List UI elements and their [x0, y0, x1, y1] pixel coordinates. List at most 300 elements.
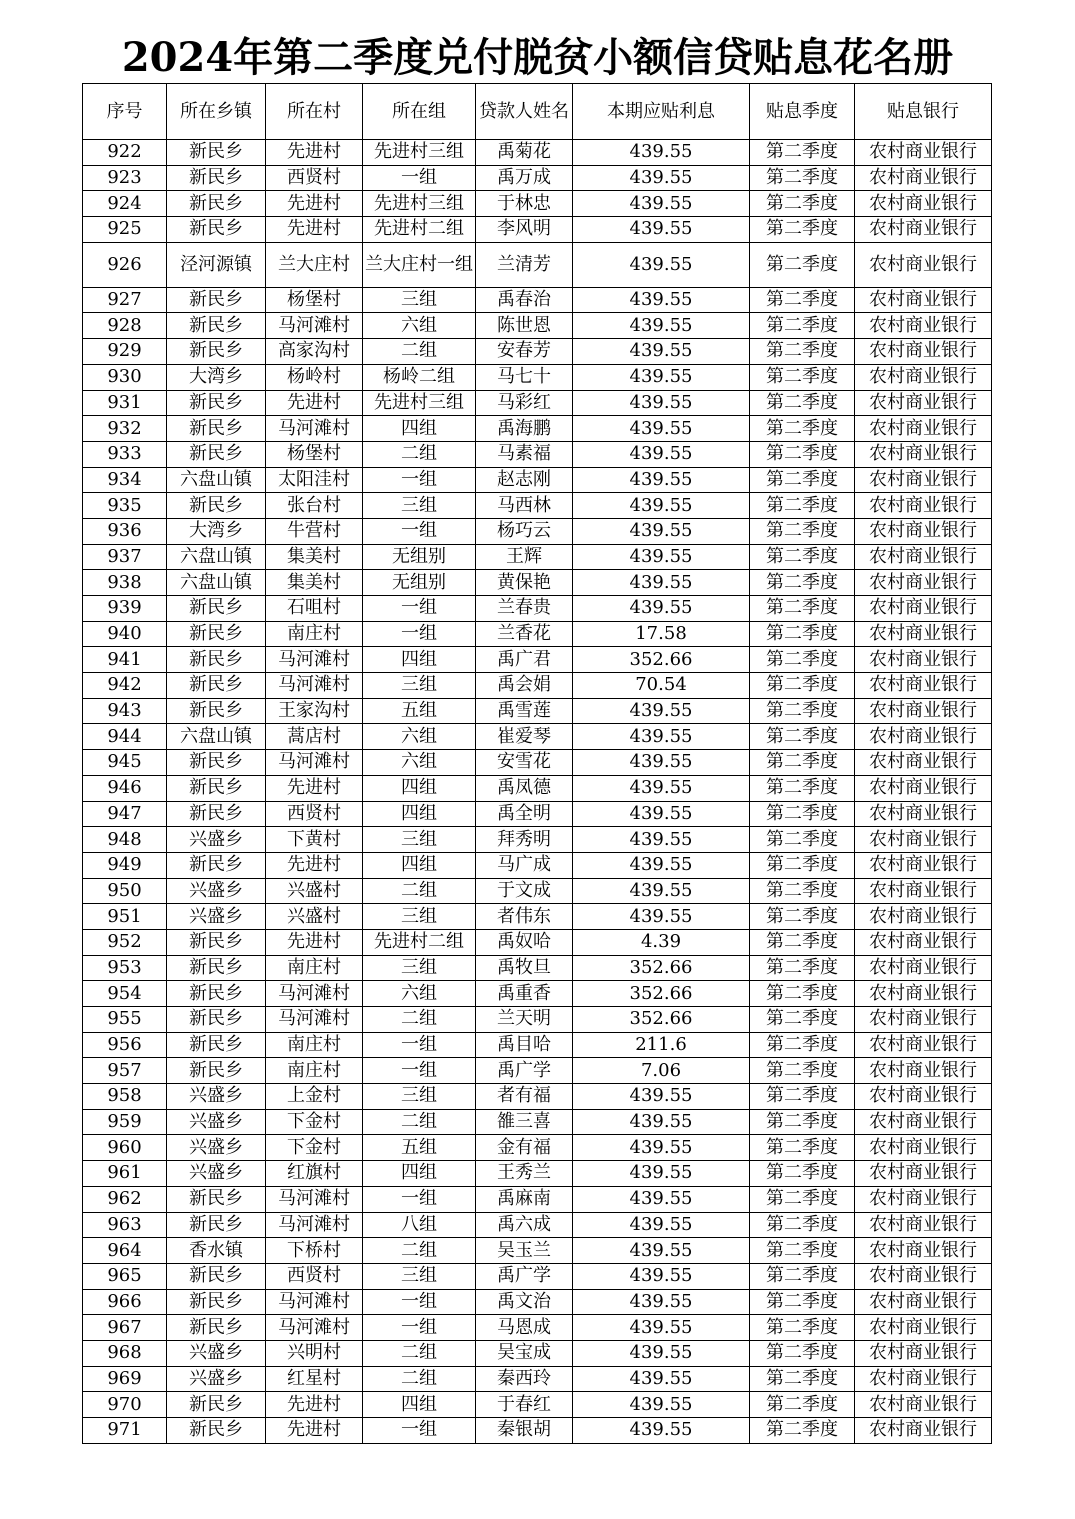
cell-quarter: 第二季度: [750, 852, 855, 878]
cell-serial-number: 931: [83, 390, 167, 416]
cell-township: 新民乡: [167, 1315, 266, 1341]
cell-township: 新民乡: [167, 416, 266, 442]
cell-bank: 农村商业银行: [855, 416, 992, 442]
cell-serial-number: 970: [83, 1392, 167, 1418]
cell-village: 兴明村: [266, 1340, 363, 1366]
cell-quarter: 第二季度: [750, 339, 855, 365]
cell-interest-amount: 439.55: [573, 1084, 750, 1110]
cell-bank: 农村商业银行: [855, 673, 992, 699]
cell-quarter: 第二季度: [750, 827, 855, 853]
cell-quarter: 第二季度: [750, 750, 855, 776]
cell-serial-number: 967: [83, 1315, 167, 1341]
cell-quarter: 第二季度: [750, 1289, 855, 1315]
cell-bank: 农村商业银行: [855, 1032, 992, 1058]
cell-group: 一组: [363, 1186, 476, 1212]
cell-village: 兴盛村: [266, 904, 363, 930]
cell-borrower-name: 禹牧旦: [476, 955, 573, 981]
page-title: 2024年第二季度兑付脱贫小额信贷贴息花名册: [121, 34, 954, 81]
table-row: [83, 1186, 992, 1212]
cell-village: 南庄村: [266, 955, 363, 981]
cell-village: 先进村: [266, 140, 363, 166]
cell-serial-number: 971: [83, 1418, 167, 1444]
cell-township: 新民乡: [167, 801, 266, 827]
cell-village: 红旗村: [266, 1161, 363, 1187]
cell-interest-amount: 4.39: [573, 929, 750, 955]
cell-village: 马河滩村: [266, 416, 363, 442]
cell-village: 先进村: [266, 775, 363, 801]
cell-group: 先进村三组: [363, 390, 476, 416]
cell-quarter: 第二季度: [750, 467, 855, 493]
cell-quarter: 第二季度: [750, 140, 855, 166]
cell-borrower-name: 禹全明: [476, 801, 573, 827]
cell-serial-number: 964: [83, 1238, 167, 1264]
cell-borrower-name: 禹广学: [476, 1263, 573, 1289]
cell-interest-amount: 439.55: [573, 242, 750, 287]
table-row: [83, 1238, 992, 1264]
cell-village: 张台村: [266, 493, 363, 519]
cell-serial-number: 965: [83, 1263, 167, 1289]
cell-interest-amount: 439.55: [573, 1135, 750, 1161]
cell-borrower-name: 禹凤德: [476, 775, 573, 801]
cell-village: 先进村: [266, 217, 363, 243]
cell-village: 西贤村: [266, 801, 363, 827]
cell-group: 二组: [363, 1340, 476, 1366]
cell-serial-number: 946: [83, 775, 167, 801]
table-row: [83, 544, 992, 570]
table-row: [83, 1340, 992, 1366]
cell-serial-number: 959: [83, 1109, 167, 1135]
table-row: [83, 287, 992, 313]
cell-village: 集美村: [266, 544, 363, 570]
cell-quarter: 第二季度: [750, 596, 855, 622]
table-row: [83, 191, 992, 217]
cell-bank: 农村商业银行: [855, 191, 992, 217]
cell-group: 六组: [363, 981, 476, 1007]
cell-interest-amount: 439.55: [573, 1340, 750, 1366]
cell-quarter: 第二季度: [750, 1340, 855, 1366]
cell-borrower-name: 禹菊花: [476, 140, 573, 166]
cell-village: 马河滩村: [266, 647, 363, 673]
subsidy-roster-table: [82, 83, 992, 1444]
cell-group: 先进村二组: [363, 217, 476, 243]
cell-interest-amount: 439.55: [573, 518, 750, 544]
cell-group: 四组: [363, 1392, 476, 1418]
cell-quarter: 第二季度: [750, 493, 855, 519]
cell-quarter: 第二季度: [750, 165, 855, 191]
cell-bank: 农村商业银行: [855, 1007, 992, 1033]
cell-township: 新民乡: [167, 287, 266, 313]
cell-quarter: 第二季度: [750, 1032, 855, 1058]
cell-quarter: 第二季度: [750, 242, 855, 287]
cell-township: 新民乡: [167, 852, 266, 878]
cell-borrower-name: 安雪花: [476, 750, 573, 776]
cell-quarter: 第二季度: [750, 287, 855, 313]
cell-group: 一组: [363, 1032, 476, 1058]
cell-serial-number: 929: [83, 339, 167, 365]
cell-borrower-name: 黄保艳: [476, 570, 573, 596]
cell-bank: 农村商业银行: [855, 775, 992, 801]
cell-interest-amount: 439.55: [573, 140, 750, 166]
table-row: [83, 1418, 992, 1444]
cell-interest-amount: 439.55: [573, 217, 750, 243]
cell-quarter: 第二季度: [750, 544, 855, 570]
table-row: [83, 416, 992, 442]
cell-group: 一组: [363, 467, 476, 493]
cell-interest-amount: 439.55: [573, 339, 750, 365]
cell-borrower-name: 赵志刚: [476, 467, 573, 493]
table-row: [83, 165, 992, 191]
cell-village: 先进村: [266, 191, 363, 217]
cell-village: 蒿店村: [266, 724, 363, 750]
table-row: [83, 698, 992, 724]
cell-village: 马河滩村: [266, 313, 363, 339]
table-row: [83, 313, 992, 339]
cell-interest-amount: 439.55: [573, 390, 750, 416]
cell-interest-amount: 439.55: [573, 1109, 750, 1135]
cell-village: 南庄村: [266, 1032, 363, 1058]
cell-borrower-name: 禹广君: [476, 647, 573, 673]
cell-township: 兴盛乡: [167, 827, 266, 853]
cell-interest-amount: 439.55: [573, 364, 750, 390]
cell-group: 一组: [363, 621, 476, 647]
cell-village: 马河滩村: [266, 981, 363, 1007]
cell-village: 下桥村: [266, 1238, 363, 1264]
cell-borrower-name: 者伟东: [476, 904, 573, 930]
cell-borrower-name: 兰清芳: [476, 242, 573, 287]
cell-bank: 农村商业银行: [855, 852, 992, 878]
cell-borrower-name: 禹春治: [476, 287, 573, 313]
table-row: [83, 801, 992, 827]
cell-quarter: 第二季度: [750, 364, 855, 390]
cell-township: 新民乡: [167, 1007, 266, 1033]
table-row: [83, 140, 992, 166]
cell-group: 五组: [363, 1135, 476, 1161]
cell-interest-amount: 439.55: [573, 416, 750, 442]
cell-interest-amount: 439.55: [573, 287, 750, 313]
cell-borrower-name: 禹会娟: [476, 673, 573, 699]
cell-interest-amount: 439.55: [573, 544, 750, 570]
cell-borrower-name: 禹雪莲: [476, 698, 573, 724]
table-row: [83, 1366, 992, 1392]
cell-village: 马河滩村: [266, 673, 363, 699]
cell-bank: 农村商业银行: [855, 518, 992, 544]
cell-serial-number: 939: [83, 596, 167, 622]
cell-quarter: 第二季度: [750, 1212, 855, 1238]
cell-village: 集美村: [266, 570, 363, 596]
cell-group: 一组: [363, 165, 476, 191]
cell-interest-amount: 439.55: [573, 750, 750, 776]
header-quarter: 贴息季度: [750, 84, 855, 140]
cell-township: 新民乡: [167, 775, 266, 801]
cell-group: 六组: [363, 750, 476, 776]
cell-township: 六盘山镇: [167, 724, 266, 750]
cell-interest-amount: 439.55: [573, 1366, 750, 1392]
cell-bank: 农村商业银行: [855, 1161, 992, 1187]
cell-bank: 农村商业银行: [855, 827, 992, 853]
cell-township: 新民乡: [167, 1032, 266, 1058]
cell-quarter: 第二季度: [750, 313, 855, 339]
cell-bank: 农村商业银行: [855, 750, 992, 776]
cell-township: 新民乡: [167, 1418, 266, 1444]
cell-borrower-name: 禹万成: [476, 165, 573, 191]
cell-interest-amount: 352.66: [573, 1007, 750, 1033]
cell-borrower-name: 兰天明: [476, 1007, 573, 1033]
cell-bank: 农村商业银行: [855, 1186, 992, 1212]
cell-quarter: 第二季度: [750, 1007, 855, 1033]
cell-serial-number: 950: [83, 878, 167, 904]
cell-township: 新民乡: [167, 647, 266, 673]
cell-serial-number: 930: [83, 364, 167, 390]
cell-quarter: 第二季度: [750, 390, 855, 416]
cell-quarter: 第二季度: [750, 724, 855, 750]
table-row: [83, 518, 992, 544]
table-row: [83, 647, 992, 673]
cell-interest-amount: 439.55: [573, 775, 750, 801]
cell-interest-amount: 439.55: [573, 801, 750, 827]
cell-interest-amount: 439.55: [573, 191, 750, 217]
cell-borrower-name: 兰春贵: [476, 596, 573, 622]
cell-serial-number: 932: [83, 416, 167, 442]
table-row: [83, 827, 992, 853]
cell-bank: 农村商业银行: [855, 1366, 992, 1392]
cell-borrower-name: 崔爱琴: [476, 724, 573, 750]
cell-township: 新民乡: [167, 493, 266, 519]
cell-interest-amount: 439.55: [573, 1212, 750, 1238]
table-header-row: [83, 84, 992, 140]
table-row: [83, 955, 992, 981]
cell-village: 兰大庄村: [266, 242, 363, 287]
cell-quarter: 第二季度: [750, 1186, 855, 1212]
table-row: [83, 1135, 992, 1161]
cell-group: 三组: [363, 955, 476, 981]
table-row: [83, 390, 992, 416]
cell-quarter: 第二季度: [750, 1109, 855, 1135]
cell-township: 新民乡: [167, 1392, 266, 1418]
cell-bank: 农村商业银行: [855, 544, 992, 570]
cell-borrower-name: 秦银胡: [476, 1418, 573, 1444]
cell-village: 兴盛村: [266, 878, 363, 904]
cell-village: 先进村: [266, 390, 363, 416]
cell-township: 兴盛乡: [167, 1340, 266, 1366]
cell-bank: 农村商业银行: [855, 1135, 992, 1161]
cell-township: 兴盛乡: [167, 1109, 266, 1135]
cell-interest-amount: 70.54: [573, 673, 750, 699]
cell-group: 三组: [363, 493, 476, 519]
cell-group: 五组: [363, 698, 476, 724]
cell-bank: 农村商业银行: [855, 390, 992, 416]
header-bank: 贴息银行: [855, 84, 992, 140]
cell-serial-number: 937: [83, 544, 167, 570]
cell-group: 一组: [363, 1289, 476, 1315]
cell-interest-amount: 439.55: [573, 724, 750, 750]
table-row: [83, 1212, 992, 1238]
cell-bank: 农村商业银行: [855, 1084, 992, 1110]
cell-group: 一组: [363, 1418, 476, 1444]
cell-village: 西贤村: [266, 1263, 363, 1289]
table-row: [83, 1084, 992, 1110]
cell-serial-number: 928: [83, 313, 167, 339]
cell-quarter: 第二季度: [750, 673, 855, 699]
table-row: [83, 596, 992, 622]
cell-township: 大湾乡: [167, 518, 266, 544]
cell-group: 三组: [363, 1263, 476, 1289]
table-row: [83, 621, 992, 647]
cell-township: 新民乡: [167, 673, 266, 699]
cell-group: 二组: [363, 1007, 476, 1033]
cell-borrower-name: 马素福: [476, 441, 573, 467]
cell-group: 二组: [363, 1238, 476, 1264]
cell-quarter: 第二季度: [750, 775, 855, 801]
cell-group: 杨岭二组: [363, 364, 476, 390]
cell-serial-number: 936: [83, 518, 167, 544]
cell-serial-number: 969: [83, 1366, 167, 1392]
header-township: 所在乡镇: [167, 84, 266, 140]
cell-group: 四组: [363, 852, 476, 878]
table-row: [83, 904, 992, 930]
cell-bank: 农村商业银行: [855, 955, 992, 981]
cell-interest-amount: 439.55: [573, 827, 750, 853]
cell-borrower-name: 金有福: [476, 1135, 573, 1161]
cell-quarter: 第二季度: [750, 1392, 855, 1418]
cell-quarter: 第二季度: [750, 929, 855, 955]
cell-group: 二组: [363, 339, 476, 365]
cell-serial-number: 956: [83, 1032, 167, 1058]
cell-interest-amount: 439.55: [573, 852, 750, 878]
cell-serial-number: 952: [83, 929, 167, 955]
cell-township: 兴盛乡: [167, 1161, 266, 1187]
cell-borrower-name: 禹目哈: [476, 1032, 573, 1058]
cell-township: 新民乡: [167, 217, 266, 243]
cell-serial-number: 949: [83, 852, 167, 878]
cell-village: 高家沟村: [266, 339, 363, 365]
cell-group: 一组: [363, 518, 476, 544]
cell-township: 兴盛乡: [167, 1366, 266, 1392]
cell-quarter: 第二季度: [750, 1366, 855, 1392]
cell-interest-amount: 439.55: [573, 1315, 750, 1341]
table-body: [83, 140, 992, 1444]
cell-village: 下金村: [266, 1135, 363, 1161]
cell-township: 新民乡: [167, 596, 266, 622]
cell-serial-number: 943: [83, 698, 167, 724]
cell-borrower-name: 禹广学: [476, 1058, 573, 1084]
cell-village: 王家沟村: [266, 698, 363, 724]
cell-serial-number: 962: [83, 1186, 167, 1212]
cell-quarter: 第二季度: [750, 1161, 855, 1187]
cell-bank: 农村商业银行: [855, 801, 992, 827]
cell-borrower-name: 禹麻南: [476, 1186, 573, 1212]
header-serial-number: 序号: [83, 84, 167, 140]
table-row: [83, 339, 992, 365]
cell-group: 六组: [363, 313, 476, 339]
cell-serial-number: 957: [83, 1058, 167, 1084]
cell-serial-number: 968: [83, 1340, 167, 1366]
cell-borrower-name: 于林忠: [476, 191, 573, 217]
table-row: [83, 1263, 992, 1289]
header-group: 所在组: [363, 84, 476, 140]
cell-borrower-name: 拜秀明: [476, 827, 573, 853]
cell-township: 新民乡: [167, 191, 266, 217]
table-row: [83, 1007, 992, 1033]
cell-interest-amount: 439.55: [573, 570, 750, 596]
cell-village: 先进村: [266, 929, 363, 955]
cell-bank: 农村商业银行: [855, 242, 992, 287]
cell-quarter: 第二季度: [750, 698, 855, 724]
cell-serial-number: 966: [83, 1289, 167, 1315]
cell-interest-amount: 352.66: [573, 647, 750, 673]
cell-borrower-name: 马彩红: [476, 390, 573, 416]
cell-village: 西贤村: [266, 165, 363, 191]
cell-township: 六盘山镇: [167, 467, 266, 493]
cell-township: 新民乡: [167, 929, 266, 955]
table-row: [83, 981, 992, 1007]
cell-village: 下黄村: [266, 827, 363, 853]
cell-serial-number: 935: [83, 493, 167, 519]
cell-serial-number: 954: [83, 981, 167, 1007]
cell-serial-number: 924: [83, 191, 167, 217]
cell-bank: 农村商业银行: [855, 621, 992, 647]
cell-township: 新民乡: [167, 750, 266, 776]
cell-serial-number: 948: [83, 827, 167, 853]
cell-township: 新民乡: [167, 313, 266, 339]
cell-bank: 农村商业银行: [855, 1238, 992, 1264]
cell-quarter: 第二季度: [750, 570, 855, 596]
cell-bank: 农村商业银行: [855, 467, 992, 493]
cell-village: 马河滩村: [266, 750, 363, 776]
cell-township: 兴盛乡: [167, 1084, 266, 1110]
cell-village: 先进村: [266, 852, 363, 878]
cell-quarter: 第二季度: [750, 1135, 855, 1161]
cell-township: 新民乡: [167, 140, 266, 166]
cell-bank: 农村商业银行: [855, 287, 992, 313]
cell-serial-number: 945: [83, 750, 167, 776]
cell-serial-number: 923: [83, 165, 167, 191]
cell-group: 一组: [363, 596, 476, 622]
table-row: [83, 1109, 992, 1135]
cell-interest-amount: 439.55: [573, 1418, 750, 1444]
cell-serial-number: 940: [83, 621, 167, 647]
cell-borrower-name: 于春红: [476, 1392, 573, 1418]
cell-bank: 农村商业银行: [855, 339, 992, 365]
cell-quarter: 第二季度: [750, 191, 855, 217]
cell-township: 新民乡: [167, 1263, 266, 1289]
cell-bank: 农村商业银行: [855, 1263, 992, 1289]
cell-village: 杨堡村: [266, 441, 363, 467]
cell-quarter: 第二季度: [750, 518, 855, 544]
cell-village: 红星村: [266, 1366, 363, 1392]
cell-quarter: 第二季度: [750, 1238, 855, 1264]
cell-borrower-name: 王秀兰: [476, 1161, 573, 1187]
cell-group: 三组: [363, 673, 476, 699]
cell-bank: 农村商业银行: [855, 1340, 992, 1366]
cell-village: 马河滩村: [266, 1212, 363, 1238]
cell-borrower-name: 禹六成: [476, 1212, 573, 1238]
cell-township: 新民乡: [167, 1289, 266, 1315]
cell-borrower-name: 禹文治: [476, 1289, 573, 1315]
cell-group: 兰大庄村一组: [363, 242, 476, 287]
table-row: [83, 1032, 992, 1058]
cell-quarter: 第二季度: [750, 904, 855, 930]
cell-serial-number: 938: [83, 570, 167, 596]
cell-borrower-name: 禹海鹏: [476, 416, 573, 442]
cell-borrower-name: 吴宝成: [476, 1340, 573, 1366]
cell-borrower-name: 禹奴哈: [476, 929, 573, 955]
cell-group: 四组: [363, 801, 476, 827]
cell-borrower-name: 马西林: [476, 493, 573, 519]
cell-group: 先进村三组: [363, 140, 476, 166]
table-row: [83, 364, 992, 390]
cell-borrower-name: 王辉: [476, 544, 573, 570]
header-village: 所在村: [266, 84, 363, 140]
